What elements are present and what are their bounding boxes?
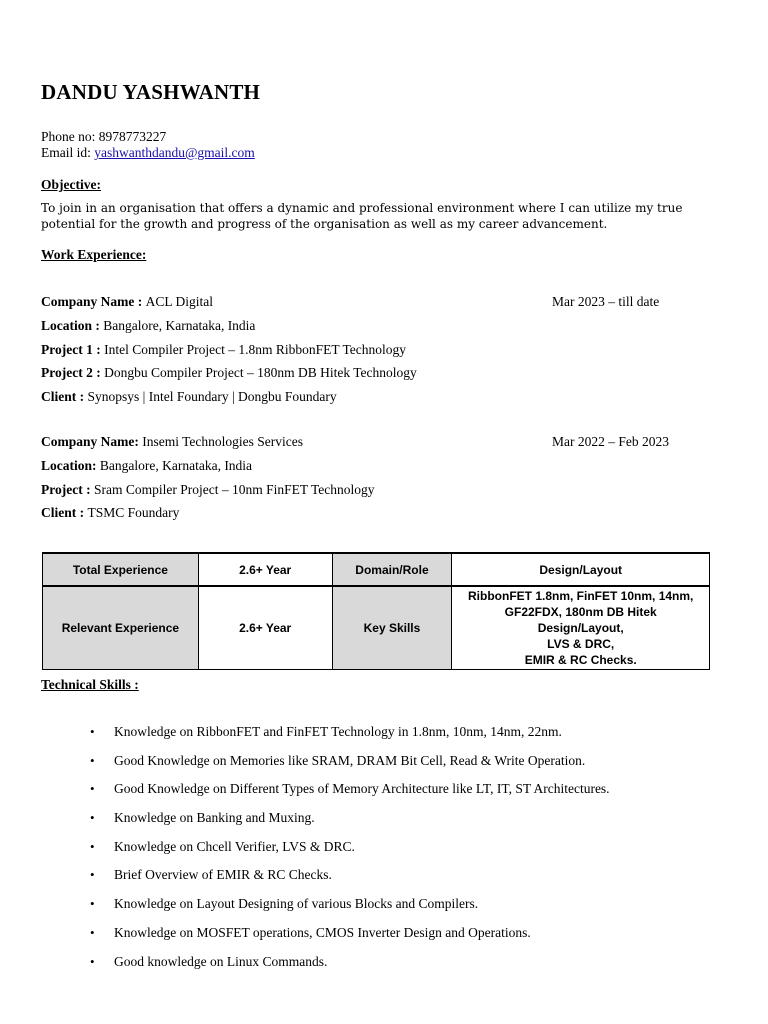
- objective-heading: Objective:: [41, 177, 101, 192]
- skills-line: LVS & DRC,: [547, 637, 615, 651]
- table-cell: Total Experience: [43, 553, 199, 586]
- email-label: Email id:: [41, 145, 95, 160]
- project-label: Project 2 :: [41, 365, 105, 381]
- location-row: [41, 456, 721, 480]
- client-label: Client :: [41, 505, 88, 521]
- location-value: Bangalore, Karnataka, India: [103, 317, 256, 333]
- project-row: [41, 480, 721, 504]
- list-item: [90, 751, 730, 780]
- company-label: Company Name:: [41, 434, 143, 449]
- project-row: [41, 363, 721, 387]
- company-row: [41, 432, 721, 456]
- location-value: Bangalore, Karnataka, India: [99, 457, 253, 473]
- phone-number: 8978773227: [98, 129, 167, 144]
- bullet-icon: •: [90, 752, 95, 768]
- company-name: Insemi Technologies Services: [142, 434, 304, 449]
- job-date: Mar 2022 – Feb 2023: [552, 434, 669, 449]
- candidate-name: DANDU YASHWANTH: [41, 80, 261, 104]
- client-row: [41, 503, 721, 527]
- skill-text: Good knowledge on Linux Commands.: [114, 953, 328, 969]
- work-experience-heading: Work Experience:: [41, 247, 147, 262]
- job-entry: [41, 432, 721, 527]
- skills-list: [90, 722, 730, 980]
- table-cell: Key Skills: [332, 586, 452, 670]
- project-value: Dongbu Compiler Project – 180nm DB Hitek Technology: [104, 365, 417, 381]
- bullet-icon: •: [90, 810, 95, 826]
- skill-text: Knowledge on Chcell Verifier, LVS & DRC.: [114, 838, 355, 854]
- table-cell: Design/Layout: [452, 553, 710, 586]
- client-value: Synopsys | Intel Foundary | Dongbu Foundary: [87, 389, 337, 405]
- email-line: [41, 145, 255, 161]
- list-item: [90, 779, 730, 808]
- experience-table: [42, 552, 710, 670]
- bullet-icon: •: [90, 838, 95, 854]
- company-row: [41, 292, 721, 316]
- project-label: Project 1 :: [41, 341, 105, 357]
- skills-line: GF22FDX, 180nm DB Hitek: [504, 605, 657, 619]
- skill-text: Brief Overview of EMIR & RC Checks.: [114, 867, 332, 883]
- key-skills-cell: [452, 586, 710, 670]
- skill-text: Knowledge on RibbonFET and FinFET Technology in 1.8nm, 10nm, 14nm, 22nm.: [114, 724, 562, 739]
- list-item: [90, 894, 730, 923]
- list-item: [90, 808, 730, 837]
- client-row: [41, 387, 721, 411]
- skill-text: Good Knowledge on Different Types of Memory Architecture like LT, IT, ST Architectures.: [114, 781, 610, 797]
- phone-line: [41, 129, 255, 145]
- table-cell: Relevant Experience: [43, 586, 199, 670]
- list-item: [90, 865, 730, 894]
- location-label: Location :: [41, 317, 104, 333]
- technical-skills-heading: Technical Skills :: [41, 677, 139, 692]
- table-row: [43, 586, 710, 670]
- company-label: Company Name :: [41, 294, 146, 309]
- bullet-icon: •: [90, 781, 95, 797]
- bullet-icon: •: [90, 953, 95, 969]
- bullet-icon: •: [90, 896, 95, 912]
- project-row: [41, 340, 721, 364]
- location-row: [41, 316, 721, 340]
- skill-text: Knowledge on MOSFET operations, CMOS Inverter Design and Operations.: [114, 924, 531, 940]
- skills-line: EMIR & RC Checks.: [524, 653, 637, 667]
- table-cell: Domain/Role: [332, 553, 452, 586]
- phone-label: Phone no:: [41, 129, 99, 144]
- job-entry: [41, 292, 721, 411]
- skill-text: Knowledge on Layout Designing of various Blocks and Compilers.: [114, 896, 479, 912]
- project-value: Intel Compiler Project – 1.8nm RibbonFET Technology: [104, 341, 406, 357]
- table-row: [43, 553, 710, 586]
- location-label: Location:: [41, 457, 100, 473]
- skill-text: Knowledge on Banking and Muxing.: [114, 810, 315, 826]
- bullet-icon: •: [90, 924, 95, 940]
- bullet-icon: •: [90, 867, 95, 883]
- bullet-icon: •: [90, 724, 95, 739]
- client-value: TSMC Foundary: [87, 505, 180, 521]
- list-item: [90, 837, 730, 866]
- email-link[interactable]: yashwanthdandu@gmail.com: [94, 145, 255, 160]
- company-name: ACL Digital: [145, 294, 213, 309]
- project-label: Project :: [41, 481, 94, 497]
- skills-line: RibbonFET 1.8nm, FinFET 10nm, 14nm,: [468, 589, 694, 603]
- skills-line: Design/Layout,: [537, 621, 624, 635]
- list-item: [90, 722, 730, 751]
- client-label: Client :: [41, 389, 88, 405]
- project-value: Sram Compiler Project – 10nm FinFET Technology: [93, 481, 375, 497]
- table-cell: 2.6+ Year: [198, 586, 332, 670]
- objective-text: To join in an organisation that offers a dynamic and professional environment where I can utilize my true potential for the growth and progress of the organisation as well as my career advancement.: [41, 201, 683, 231]
- contact-block: [41, 129, 255, 161]
- list-item: [90, 952, 730, 981]
- job-date: Mar 2023 – till date: [552, 294, 660, 309]
- skill-text: Good Knowledge on Memories like SRAM, DRAM Bit Cell, Read & Write Operation.: [114, 752, 586, 768]
- list-item: [90, 923, 730, 952]
- table-cell: 2.6+ Year: [198, 553, 332, 586]
